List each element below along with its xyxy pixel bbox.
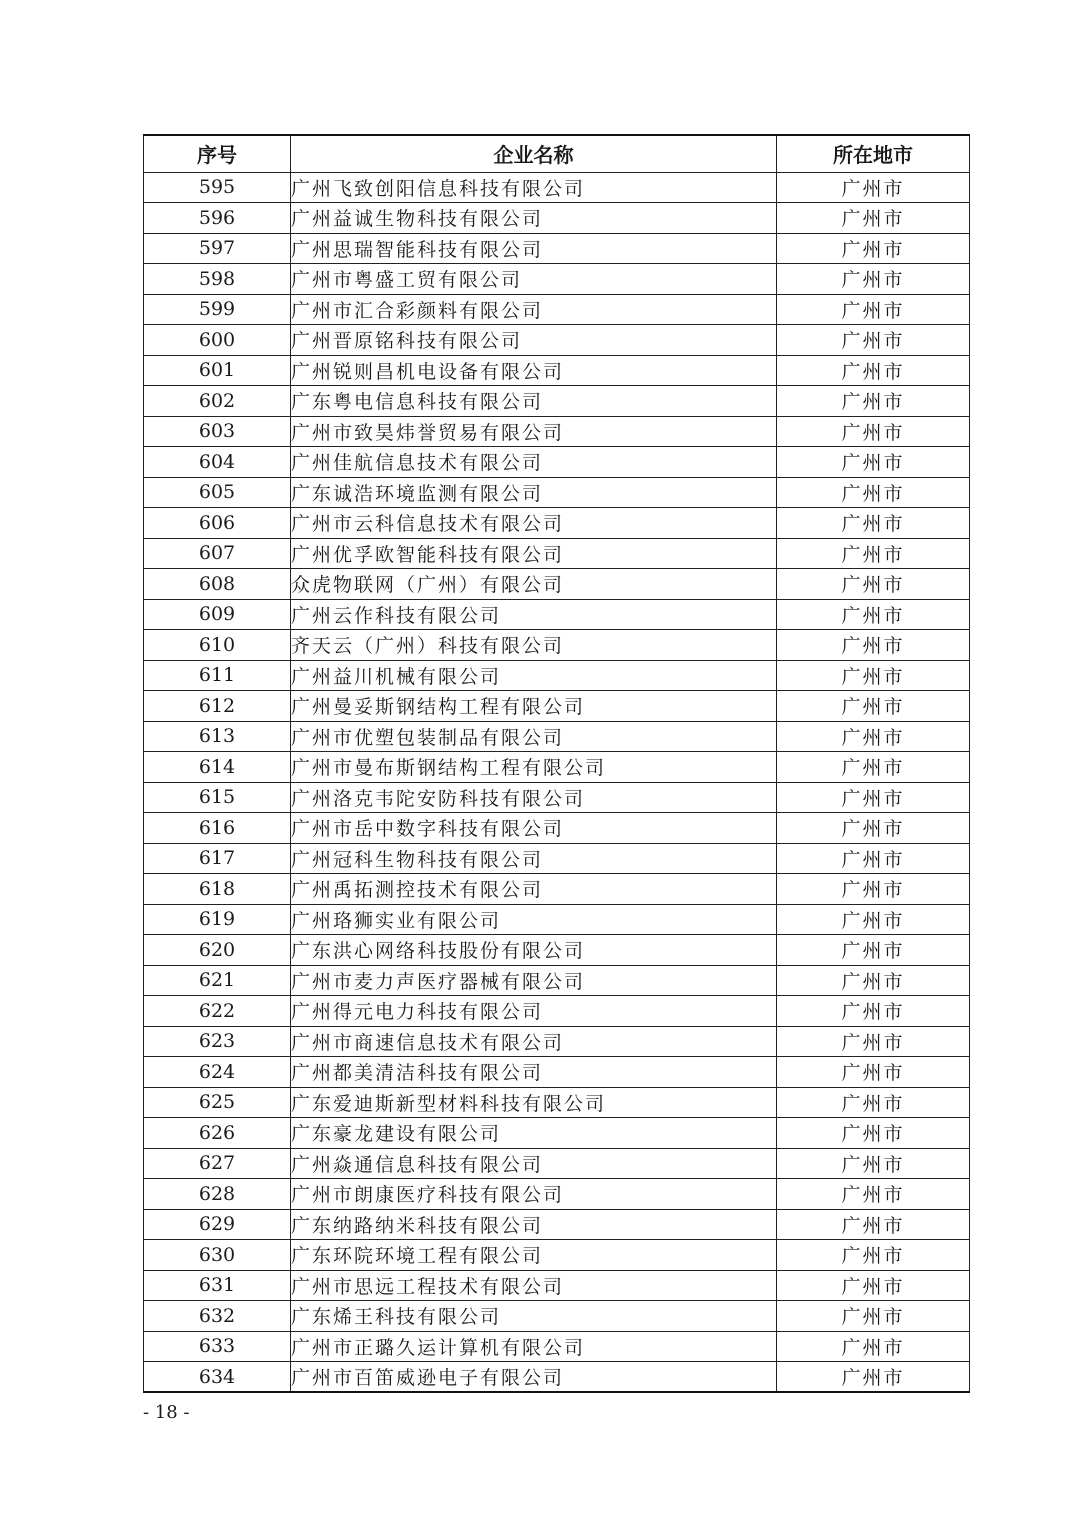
cell-city: 广州市 [777, 630, 970, 661]
cell-company-name: 广东烯王科技有限公司 [291, 1301, 777, 1332]
cell-city: 广州市 [777, 233, 970, 264]
cell-seq: 615 [144, 782, 291, 813]
cell-seq: 624 [144, 1057, 291, 1088]
cell-city: 广州市 [777, 386, 970, 417]
cell-seq: 623 [144, 1026, 291, 1057]
cell-company-name: 广州洛克韦陀安防科技有限公司 [291, 782, 777, 813]
cell-city: 广州市 [777, 325, 970, 356]
cell-company-name: 广东爱迪斯新型材料科技有限公司 [291, 1087, 777, 1118]
cell-seq: 631 [144, 1270, 291, 1301]
cell-city: 广州市 [777, 874, 970, 905]
cell-city: 广州市 [777, 416, 970, 447]
table-row [144, 965, 970, 996]
table-row [144, 721, 970, 752]
table-row [144, 203, 970, 234]
cell-city: 广州市 [777, 691, 970, 722]
table-body [144, 172, 970, 1392]
cell-city: 广州市 [777, 447, 970, 478]
cell-company-name: 广东洪心网络科技股份有限公司 [291, 935, 777, 966]
table-row [144, 843, 970, 874]
table-row [144, 1179, 970, 1210]
cell-seq: 605 [144, 477, 291, 508]
cell-seq: 604 [144, 447, 291, 478]
table-row [144, 172, 970, 203]
table-row [144, 782, 970, 813]
cell-seq: 625 [144, 1087, 291, 1118]
cell-seq: 600 [144, 325, 291, 356]
cell-seq: 632 [144, 1301, 291, 1332]
cell-company-name: 广州市汇合彩颜料有限公司 [291, 294, 777, 325]
cell-seq: 616 [144, 813, 291, 844]
cell-company-name: 广州益诚生物科技有限公司 [291, 203, 777, 234]
cell-city: 广州市 [777, 813, 970, 844]
cell-seq: 599 [144, 294, 291, 325]
table-row [144, 233, 970, 264]
cell-city: 广州市 [777, 660, 970, 691]
table-row [144, 1087, 970, 1118]
table-row [144, 508, 970, 539]
table-row [144, 1331, 970, 1362]
cell-company-name: 广州市致昊炜誉贸易有限公司 [291, 416, 777, 447]
cell-company-name: 广州晋原铭科技有限公司 [291, 325, 777, 356]
cell-city: 广州市 [777, 1087, 970, 1118]
header-seq: 序号 [144, 135, 291, 172]
table-row [144, 1362, 970, 1393]
table-row [144, 477, 970, 508]
table-row [144, 447, 970, 478]
cell-seq: 598 [144, 264, 291, 295]
table-row [144, 355, 970, 386]
cell-company-name: 齐天云（广州）科技有限公司 [291, 630, 777, 661]
table-row [144, 1270, 970, 1301]
cell-company-name: 广州市思远工程技术有限公司 [291, 1270, 777, 1301]
cell-city: 广州市 [777, 1362, 970, 1393]
cell-city: 广州市 [777, 1026, 970, 1057]
table-row [144, 386, 970, 417]
cell-seq: 614 [144, 752, 291, 783]
cell-seq: 597 [144, 233, 291, 264]
cell-city: 广州市 [777, 1270, 970, 1301]
cell-seq: 629 [144, 1209, 291, 1240]
cell-company-name: 广州珞狮实业有限公司 [291, 904, 777, 935]
table-row [144, 1148, 970, 1179]
cell-seq: 611 [144, 660, 291, 691]
cell-seq: 609 [144, 599, 291, 630]
cell-seq: 620 [144, 935, 291, 966]
cell-company-name: 广州市商速信息技术有限公司 [291, 1026, 777, 1057]
cell-company-name: 广东诚浩环境监测有限公司 [291, 477, 777, 508]
cell-city: 广州市 [777, 721, 970, 752]
table-row [144, 874, 970, 905]
cell-city: 广州市 [777, 477, 970, 508]
table-row [144, 660, 970, 691]
cell-city: 广州市 [777, 935, 970, 966]
cell-city: 广州市 [777, 843, 970, 874]
cell-city: 广州市 [777, 1209, 970, 1240]
table-row [144, 996, 970, 1027]
cell-city: 广州市 [777, 904, 970, 935]
table-row [144, 1026, 970, 1057]
cell-company-name: 广州佳航信息技术有限公司 [291, 447, 777, 478]
cell-seq: 621 [144, 965, 291, 996]
table-row [144, 1118, 970, 1149]
table-row [144, 904, 970, 935]
cell-company-name: 广州市优塑包装制品有限公司 [291, 721, 777, 752]
cell-seq: 610 [144, 630, 291, 661]
cell-seq: 630 [144, 1240, 291, 1271]
table-row [144, 691, 970, 722]
cell-company-name: 广州市百笛威逊电子有限公司 [291, 1362, 777, 1393]
cell-company-name: 广州市麦力声医疗器械有限公司 [291, 965, 777, 996]
cell-seq: 595 [144, 172, 291, 203]
table-row [144, 416, 970, 447]
cell-city: 广州市 [777, 172, 970, 203]
table-row [144, 630, 970, 661]
table-row [144, 569, 970, 600]
table-row [144, 1240, 970, 1271]
cell-company-name: 广州市朗康医疗科技有限公司 [291, 1179, 777, 1210]
cell-company-name: 广州都美清洁科技有限公司 [291, 1057, 777, 1088]
cell-company-name: 广州市正璐久运计算机有限公司 [291, 1331, 777, 1362]
cell-company-name: 广州云作科技有限公司 [291, 599, 777, 630]
cell-company-name: 广州市粤盛工贸有限公司 [291, 264, 777, 295]
cell-seq: 608 [144, 569, 291, 600]
cell-city: 广州市 [777, 1148, 970, 1179]
table-row [144, 752, 970, 783]
cell-company-name: 广州市曼布斯钢结构工程有限公司 [291, 752, 777, 783]
table-row [144, 325, 970, 356]
cell-seq: 613 [144, 721, 291, 752]
table-row [144, 264, 970, 295]
cell-company-name: 广州焱通信息科技有限公司 [291, 1148, 777, 1179]
cell-company-name: 广州冠科生物科技有限公司 [291, 843, 777, 874]
cell-seq: 602 [144, 386, 291, 417]
cell-city: 广州市 [777, 203, 970, 234]
cell-company-name: 广东环院环境工程有限公司 [291, 1240, 777, 1271]
cell-city: 广州市 [777, 538, 970, 569]
cell-seq: 607 [144, 538, 291, 569]
cell-seq: 634 [144, 1362, 291, 1393]
cell-city: 广州市 [777, 996, 970, 1027]
cell-seq: 606 [144, 508, 291, 539]
cell-seq: 617 [144, 843, 291, 874]
cell-seq: 618 [144, 874, 291, 905]
cell-company-name: 广州思瑞智能科技有限公司 [291, 233, 777, 264]
table-row [144, 294, 970, 325]
table-header-row [144, 135, 970, 172]
page-number: - 18 - [143, 1402, 190, 1423]
cell-seq: 627 [144, 1148, 291, 1179]
cell-company-name: 广州禹拓测控技术有限公司 [291, 874, 777, 905]
cell-seq: 612 [144, 691, 291, 722]
cell-city: 广州市 [777, 752, 970, 783]
enterprise-table [143, 134, 970, 1393]
cell-company-name: 广州市岳中数字科技有限公司 [291, 813, 777, 844]
cell-seq: 633 [144, 1331, 291, 1362]
cell-seq: 603 [144, 416, 291, 447]
cell-company-name: 广州飞致创阳信息科技有限公司 [291, 172, 777, 203]
cell-company-name: 广州得元电力科技有限公司 [291, 996, 777, 1027]
cell-company-name: 广东粤电信息科技有限公司 [291, 386, 777, 417]
table-row [144, 538, 970, 569]
cell-city: 广州市 [777, 1057, 970, 1088]
table-row [144, 1057, 970, 1088]
table-row [144, 599, 970, 630]
cell-city: 广州市 [777, 355, 970, 386]
cell-company-name: 广州优孚欧智能科技有限公司 [291, 538, 777, 569]
cell-seq: 622 [144, 996, 291, 1027]
cell-company-name: 广东豪龙建设有限公司 [291, 1118, 777, 1149]
table-row [144, 1301, 970, 1332]
cell-city: 广州市 [777, 1240, 970, 1271]
cell-city: 广州市 [777, 965, 970, 996]
cell-company-name: 广州市云科信息技术有限公司 [291, 508, 777, 539]
header-city: 所在地市 [777, 135, 970, 172]
cell-city: 广州市 [777, 264, 970, 295]
header-name: 企业名称 [291, 135, 777, 172]
cell-company-name: 众虎物联网（广州）有限公司 [291, 569, 777, 600]
cell-city: 广州市 [777, 1179, 970, 1210]
cell-company-name: 广州益川机械有限公司 [291, 660, 777, 691]
table-row [144, 935, 970, 966]
cell-seq: 619 [144, 904, 291, 935]
cell-company-name: 广州锐则昌机电设备有限公司 [291, 355, 777, 386]
cell-city: 广州市 [777, 508, 970, 539]
cell-company-name: 广州曼妥斯钢结构工程有限公司 [291, 691, 777, 722]
cell-city: 广州市 [777, 599, 970, 630]
cell-company-name: 广东纳路纳米科技有限公司 [291, 1209, 777, 1240]
cell-seq: 626 [144, 1118, 291, 1149]
cell-city: 广州市 [777, 1301, 970, 1332]
cell-city: 广州市 [777, 294, 970, 325]
cell-city: 广州市 [777, 1331, 970, 1362]
cell-seq: 628 [144, 1179, 291, 1210]
cell-seq: 596 [144, 203, 291, 234]
cell-city: 广州市 [777, 1118, 970, 1149]
table-row [144, 813, 970, 844]
table-row [144, 1209, 970, 1240]
cell-city: 广州市 [777, 569, 970, 600]
cell-seq: 601 [144, 355, 291, 386]
cell-city: 广州市 [777, 782, 970, 813]
